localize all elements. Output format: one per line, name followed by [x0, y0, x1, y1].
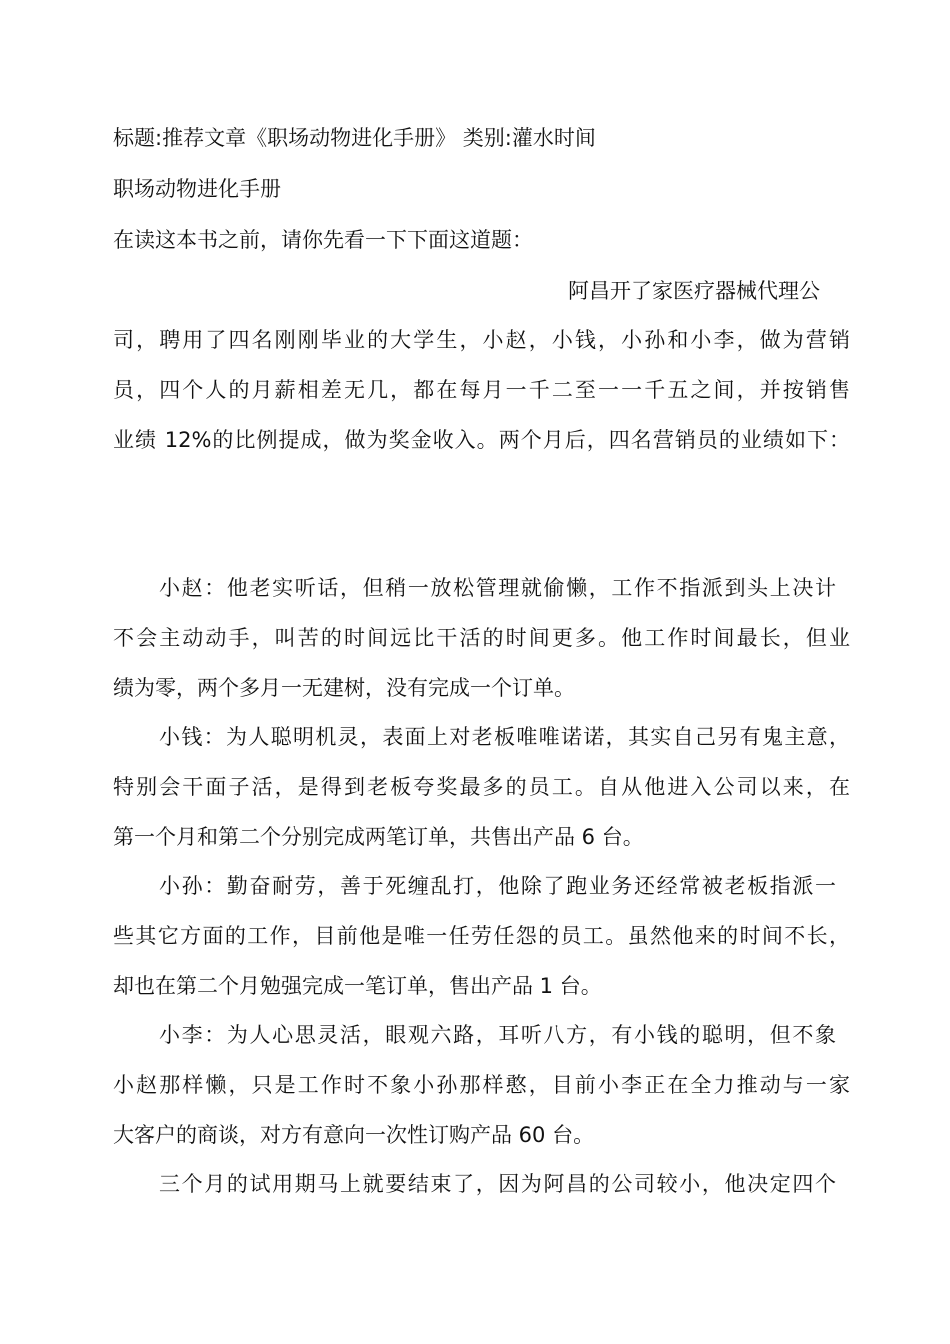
paragraph-line: 业绩 12%的比例提成，做为奖金收入。两个月后，四名营销员的业绩如下：: [113, 428, 850, 452]
paragraph-line: 员，四个人的月薪相差无几，都在每月一千二至一一千五之间，并按销售: [113, 378, 850, 402]
paragraph-line: 不会主动动手，叫苦的时间远比干活的时间更多。他工作时间最长，但业: [113, 626, 850, 650]
paragraph-line: 三个月的试用期马上就要结束了，因为阿昌的公司较小，他决定四个: [159, 1172, 836, 1196]
paragraph-line: 绩为零，两个多月一无建树，没有完成一个订单。: [113, 676, 575, 700]
paragraph-line: 却也在第二个月勉强完成一笔订单，售出产品 1 台。: [113, 974, 602, 998]
paragraph-line: 小李：为人心思灵活，眼观六路，耳听八方，有小钱的聪明，但不象: [159, 1023, 836, 1047]
title-line: 标题:推荐文章《职场动物进化手册》 类别:灌水时间: [113, 126, 596, 150]
paragraph-line: 大客户的商谈，对方有意向一次性订购产品 60 台。: [113, 1123, 595, 1147]
article-title: 职场动物进化手册: [113, 177, 281, 201]
intro-line: 在读这本书之前，请你先看一下下面这道题：: [113, 228, 533, 252]
paragraph-line: 小钱：为人聪明机灵，表面上对老板唯唯诺诺，其实自己另有鬼主意，: [159, 725, 850, 749]
paragraph-line: 小孙：勤奋耐劳，善于死缠乱打，他除了跑业务还经常被老板指派一: [159, 874, 836, 898]
paragraph-line: 第一个月和第二个分别完成两笔订单，共售出产品 6 台。: [113, 825, 644, 849]
paragraph-line: 些其它方面的工作，目前他是唯一任劳任怨的员工。虽然他来的时间不长，: [113, 924, 850, 948]
paragraph-line: 小赵：他老实听话，但稍一放松管理就偷懒，工作不指派到头上决计: [159, 576, 836, 600]
paragraph-line: 阿昌开了家医疗器械代理公: [568, 279, 820, 303]
paragraph-line: 特别会干面子活，是得到老板夸奖最多的员工。自从他进入公司以来，在: [113, 775, 850, 799]
paragraph-line: 小赵那样懒，只是工作时不象小孙那样憨，目前小李正在全力推动与一家: [113, 1073, 850, 1097]
paragraph-line: 司，聘用了四名刚刚毕业的大学生，小赵，小钱，小孙和小李，做为营销: [113, 328, 850, 352]
